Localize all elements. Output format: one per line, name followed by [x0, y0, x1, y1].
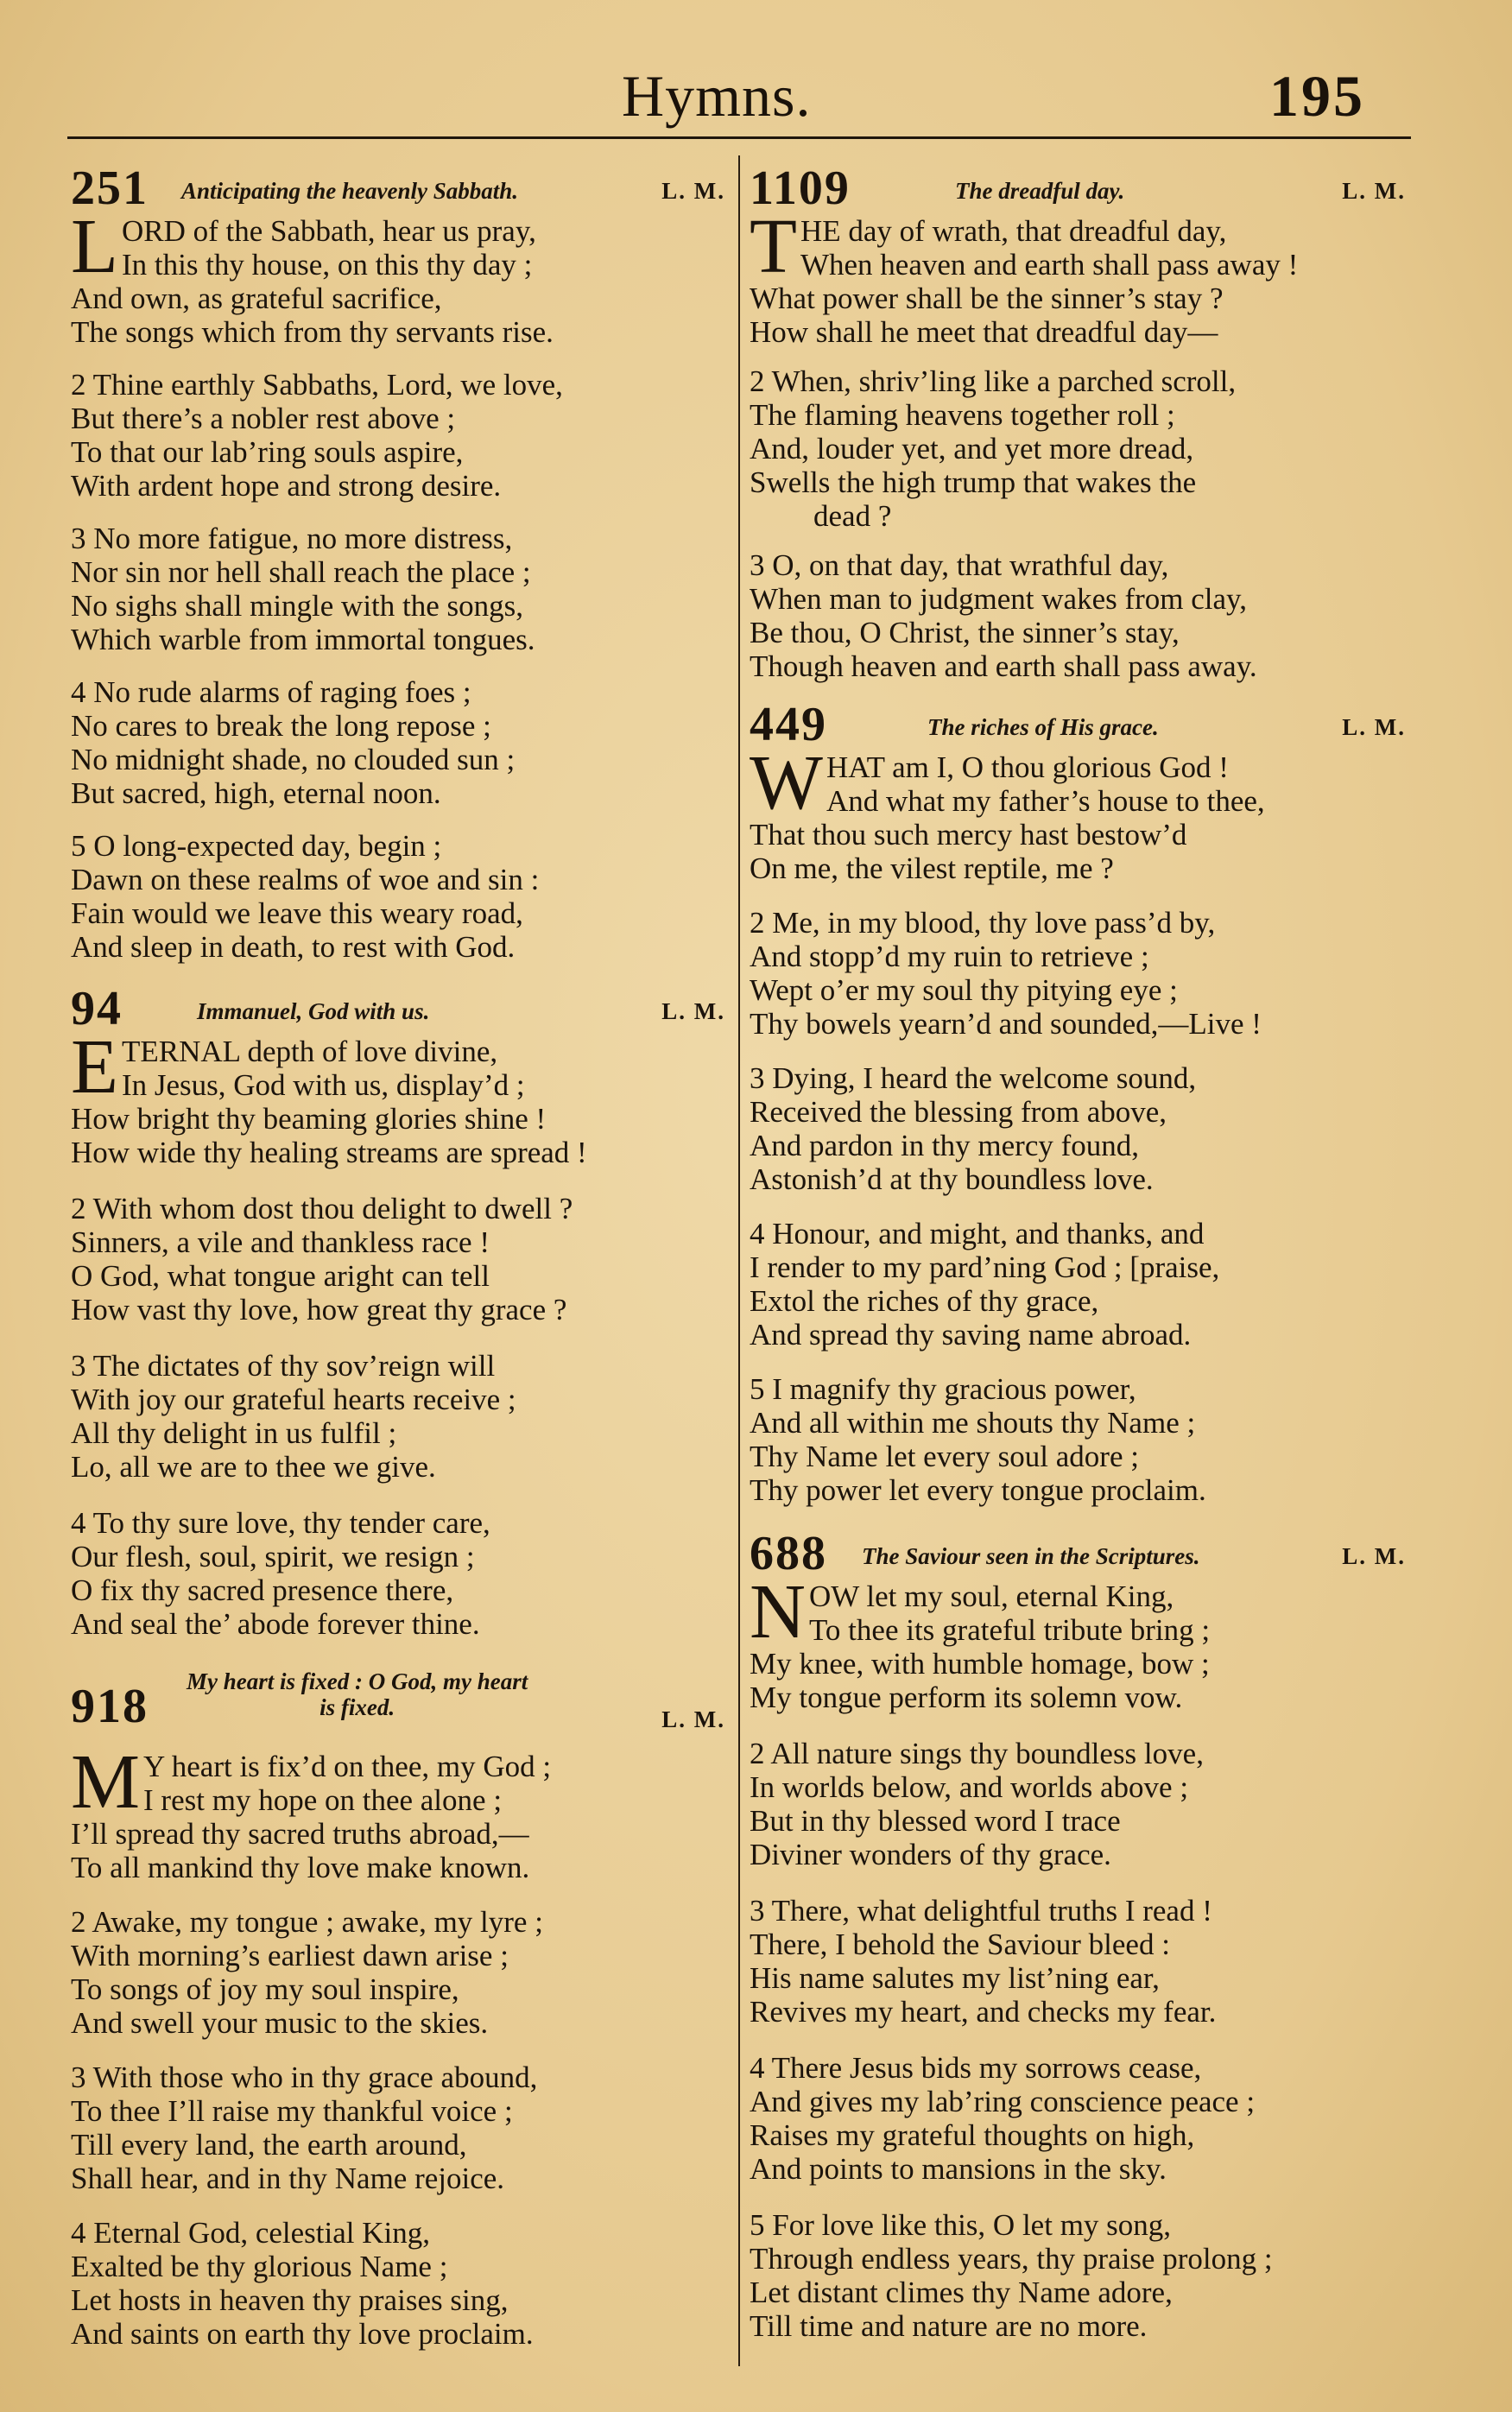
- verse-line: Sinners, a vile and thankless race !: [71, 1225, 490, 1259]
- hymn-251: [71, 162, 729, 964]
- verse-line: And gives my lab’ring conscience peace ;: [750, 2085, 1256, 2118]
- hymn-heading: [71, 983, 729, 1035]
- verse-line: Y heart is fix’d on thee, my God ;: [143, 1750, 552, 1783]
- stanza-5: [750, 1372, 1409, 1507]
- verse-line: When heaven and earth shall pass away !: [800, 248, 1299, 282]
- drop-cap: M: [71, 1739, 141, 1825]
- hymn-title: Immanuel, God with us.: [197, 998, 430, 1024]
- stanza-2: [71, 1192, 729, 1326]
- running-header: [0, 62, 1512, 131]
- hymn-title: The riches of His grace.: [927, 714, 1159, 740]
- verse-line: O fix thy sacred presence there,: [71, 1573, 454, 1607]
- verse-line: 5 I magnify thy gracious power,: [750, 1372, 1136, 1406]
- verse-line: And, louder yet, and yet more dread,: [750, 432, 1194, 465]
- verse-line: HE day of wrath, that dreadful day,: [800, 214, 1227, 248]
- verse-line: TERNAL depth of love divine,: [121, 1035, 498, 1068]
- verse-line: But sacred, high, eternal noon.: [71, 776, 441, 810]
- stanza-3: [71, 1349, 729, 1484]
- verse-line: Diviner wonders of thy grace.: [750, 1838, 1111, 1871]
- verse-line: Astonish’d at thy boundless love.: [750, 1162, 1154, 1196]
- verse-line: Through endless years, thy praise prolong ;: [750, 2242, 1273, 2276]
- verse-line: Received the blessing from above,: [750, 1095, 1167, 1129]
- verse-line: To all mankind thy love make known.: [71, 1851, 530, 1884]
- verse-line: And points to mansions in the sky.: [750, 2152, 1167, 2186]
- stanza-1: [750, 740, 1409, 885]
- verse-line: Our flesh, soul, spirit, we resign ;: [71, 1540, 475, 1573]
- stanza-2: [71, 1905, 729, 2040]
- verse-line: Which warble from immortal tongues.: [71, 623, 535, 656]
- verse-line: 4 Eternal God, celestial King,: [71, 2216, 430, 2250]
- verse-line: Thy power let every tongue proclaim.: [750, 1473, 1206, 1507]
- verse-line: To thee I’ll raise my thankful voice ;: [71, 2094, 513, 2128]
- verse-line: And seal the’ abode forever thine.: [71, 1607, 480, 1641]
- hymn-918: [71, 1663, 729, 2351]
- verse-line: How wide thy healing streams are spread !: [71, 1136, 587, 1169]
- hymn-heading: [750, 699, 1409, 750]
- verse-line: 4 There Jesus bids my sorrows cease,: [750, 2051, 1202, 2085]
- hymn-number: 449: [750, 698, 827, 751]
- verse-line: Extol the riches of thy grace,: [750, 1284, 1099, 1318]
- hymn-number: 688: [750, 1527, 827, 1580]
- page-number: 195: [1269, 63, 1365, 129]
- verse-line: How shall he meet that dreadful day—: [750, 315, 1218, 349]
- drop-cap: W: [750, 740, 823, 826]
- left-column: [71, 162, 729, 2371]
- verse-line: 2 Awake, my tongue ; awake, my lyre ;: [71, 1905, 543, 1939]
- stanza-4: [750, 2051, 1409, 2186]
- verse-line: How vast thy love, how great thy grace ?: [71, 1293, 567, 1326]
- verse-line: I’ll spread thy sacred truths abroad,—: [71, 1817, 529, 1851]
- verse-line: Though heaven and earth shall pass away.: [750, 649, 1257, 683]
- verse-line: I render to my pard’ning God ; [praise,: [750, 1250, 1220, 1284]
- verse-line: In worlds below, and worlds above ;: [750, 1770, 1189, 1804]
- verse-line: Fain would we leave this weary road,: [71, 896, 523, 930]
- stanza-3: [750, 548, 1409, 683]
- verse-line: And saints on earth thy love proclaim.: [71, 2317, 534, 2351]
- verse-line: And pardon in thy mercy found,: [750, 1129, 1140, 1162]
- hymn-number: 1109: [750, 161, 851, 215]
- verse-line: 2 All nature sings thy boundless love,: [750, 1737, 1204, 1770]
- verse-line: Till time and nature are no more.: [750, 2309, 1148, 2343]
- hymn-number: 251: [71, 161, 149, 215]
- verse-line: Be thou, O Christ, the sinner’s stay,: [750, 616, 1180, 649]
- hymn-number: 94: [71, 982, 123, 1035]
- hymn-meter: L. M.: [661, 998, 725, 1024]
- hymn-meter: L. M.: [661, 178, 725, 204]
- hymn-heading: [71, 162, 729, 214]
- hymn-688: [750, 1528, 1409, 2343]
- verse-line: 3 With those who in thy grace abound,: [71, 2061, 538, 2094]
- hymn-heading: [750, 162, 1409, 214]
- drop-cap: L: [71, 204, 118, 289]
- verse-line: 5 For love like this, O let my song,: [750, 2208, 1172, 2242]
- verse-line: And what my father’s house to thee,: [826, 784, 1265, 818]
- verse-line: Lo, all we are to thee we give.: [71, 1450, 436, 1484]
- stanza-4: [71, 1506, 729, 1641]
- stanza-5: [750, 2208, 1409, 2343]
- verse-line: The flaming heavens together roll ;: [750, 398, 1175, 432]
- verse-line: No sighs shall mingle with the songs,: [71, 589, 524, 623]
- verse-line: 2 Me, in my blood, thy love pass’d by,: [750, 906, 1216, 940]
- verse-line: 3 There, what delightful truths I read !: [750, 1894, 1212, 1928]
- verse-line: My knee, with humble homage, bow ;: [750, 1647, 1210, 1681]
- verse-line: And stopp’d my ruin to retrieve ;: [750, 940, 1149, 973]
- verse-line: Let hosts in heaven thy praises sing,: [71, 2283, 509, 2317]
- verse-line: 3 Dying, I heard the welcome sound,: [750, 1061, 1197, 1095]
- hymn-449: [750, 699, 1409, 1507]
- verse-line: To that our lab’ring souls aspire,: [71, 435, 464, 469]
- verse-line: Thy Name let every soul adore ;: [750, 1440, 1139, 1473]
- hymn-meter: L. M.: [1342, 1543, 1406, 1569]
- verse-line: Nor sin nor hell shall reach the place ;: [71, 555, 531, 589]
- verse-line: Thy bowels yearn’d and sounded,—Live !: [750, 1007, 1262, 1041]
- hymn-94: [71, 983, 729, 1641]
- stanza-1: [750, 204, 1409, 349]
- stanza-5: [71, 829, 729, 964]
- verse-line: To thee its grateful tribute bring ;: [809, 1613, 1211, 1647]
- verse-line: Raises my grateful thoughts on high,: [750, 2118, 1195, 2152]
- verse-line: When man to judgment wakes from clay,: [750, 582, 1248, 616]
- verse-line: 4 To thy sure love, thy tender care,: [71, 1506, 490, 1540]
- hymn-title: The Saviour seen in the Scriptures.: [862, 1543, 1200, 1569]
- stanza-2: [750, 364, 1409, 533]
- verse-line: In this thy house, on this thy day ;: [121, 248, 533, 282]
- verse-line: 2 Thine earthly Sabbaths, Lord, we love,: [71, 368, 563, 402]
- stanza-4: [750, 1217, 1409, 1352]
- hymn-meter: L. M.: [1342, 178, 1406, 204]
- drop-cap: N: [750, 1569, 806, 1655]
- verse-line: dead ?: [813, 499, 892, 533]
- verse-line: And sleep in death, to rest with God.: [71, 930, 516, 964]
- right-column: [750, 162, 1409, 2365]
- verse-line: HAT am I, O thou glorious God !: [826, 750, 1229, 784]
- verse-line: His name salutes my list’ning ear,: [750, 1961, 1160, 1995]
- verse-line: Let distant climes thy Name adore,: [750, 2276, 1173, 2309]
- verse-line: How bright thy beaming glories shine !: [71, 1102, 547, 1136]
- stanza-2: [71, 368, 729, 503]
- drop-cap: E: [71, 1024, 118, 1110]
- stanza-3: [71, 2061, 729, 2195]
- stanza-2: [750, 906, 1409, 1041]
- verse-line: All thy delight in us fulfil ;: [71, 1416, 397, 1450]
- stanza-4: [71, 675, 729, 810]
- verse-line: 3 O, on that day, that wrathful day,: [750, 548, 1169, 582]
- verse-line: Wept o’er my soul thy pitying eye ;: [750, 973, 1178, 1007]
- hymn-heading: [750, 1528, 1409, 1580]
- verse-line: 4 No rude alarms of raging foes ;: [71, 675, 471, 709]
- stanza-3: [750, 1894, 1409, 2029]
- verse-line: Revives my heart, and checks my fear.: [750, 1995, 1217, 2029]
- stanza-1: [71, 1024, 729, 1169]
- verse-line: I rest my hope on thee alone ;: [143, 1783, 503, 1817]
- verse-line: But there’s a nobler rest above ;: [71, 402, 456, 435]
- hymn-1109: [750, 162, 1409, 683]
- verse-line: 4 Honour, and might, and thanks, and: [750, 1217, 1205, 1250]
- verse-line: And own, as grateful sacrifice,: [71, 282, 442, 315]
- stanza-4: [71, 2216, 729, 2351]
- verse-line: With morning’s earliest dawn arise ;: [71, 1939, 509, 1972]
- hymn-meter: L. M.: [1342, 714, 1406, 740]
- verse-line: 2 With whom dost thou delight to dwell ?: [71, 1192, 573, 1225]
- verse-line: There, I behold the Saviour bleed :: [750, 1928, 1170, 1961]
- header-rule: [67, 136, 1411, 139]
- stanza-2: [750, 1737, 1409, 1871]
- column-divider: [738, 155, 740, 2366]
- verse-line: And swell your music to the skies.: [71, 2006, 489, 2040]
- verse-line: To songs of joy my soul inspire,: [71, 1972, 459, 2006]
- verse-line: But in thy blessed word I trace: [750, 1804, 1121, 1838]
- verse-line: Swells the high trump that wakes the: [750, 465, 1197, 499]
- verse-line: With ardent hope and strong desire.: [71, 469, 502, 503]
- verse-line: And spread thy saving name abroad.: [750, 1318, 1192, 1352]
- hymn-title: Anticipating the heavenly Sabbath.: [181, 178, 519, 204]
- drop-cap: T: [750, 204, 797, 289]
- verse-line: 2 When, shriv’ling like a parched scroll,: [750, 364, 1237, 398]
- hymn-title: My heart is fixed : O God, my heart is fixed.: [187, 1668, 528, 1720]
- verse-line: That thou such mercy hast bestow’d: [750, 818, 1187, 851]
- verse-line: My tongue perform its solemn vow.: [750, 1681, 1183, 1714]
- verse-line: Shall hear, and in thy Name rejoice.: [71, 2162, 505, 2195]
- verse-line: In Jesus, God with us, display’d ;: [121, 1068, 525, 1102]
- verse-line: 3 The dictates of thy sov’reign will: [71, 1349, 496, 1383]
- verse-line: ORD of the Sabbath, hear us pray,: [121, 214, 536, 248]
- verse-line: On me, the vilest reptile, me ?: [750, 851, 1114, 885]
- hymn-meter: L. M.: [661, 1706, 725, 1732]
- verse-line: No midnight shade, no clouded sun ;: [71, 743, 516, 776]
- verse-line: And all within me shouts thy Name ;: [750, 1406, 1196, 1440]
- verse-line: O God, what tongue aright can tell: [71, 1259, 490, 1293]
- verse-line: Till every land, the earth around,: [71, 2128, 467, 2162]
- hymn-heading: [71, 1663, 729, 1750]
- verse-line: OW let my soul, eternal King,: [809, 1580, 1174, 1613]
- verse-line: 5 O long-expected day, begin ;: [71, 829, 442, 863]
- verse-line: No cares to break the long repose ;: [71, 709, 491, 743]
- stanza-1: [750, 1569, 1409, 1714]
- verse-line: Dawn on these realms of woe and sin :: [71, 863, 540, 896]
- stanza-3: [750, 1061, 1409, 1196]
- verse-line: What power shall be the sinner’s stay ?: [750, 282, 1224, 315]
- running-title: Hymns.: [622, 63, 812, 129]
- stanza-3: [71, 522, 729, 656]
- hymn-title: The dreadful day.: [955, 178, 1125, 204]
- verse-line: 3 No more fatigue, no more distress,: [71, 522, 513, 555]
- verse-line: The songs which from thy servants rise.: [71, 315, 554, 349]
- stanza-1: [71, 204, 729, 349]
- hymn-number: 918: [71, 1680, 149, 1733]
- verse-line: Exalted be thy glorious Name ;: [71, 2250, 448, 2283]
- stanza-1: [71, 1739, 729, 1884]
- verse-line: With joy our grateful hearts receive ;: [71, 1383, 516, 1416]
